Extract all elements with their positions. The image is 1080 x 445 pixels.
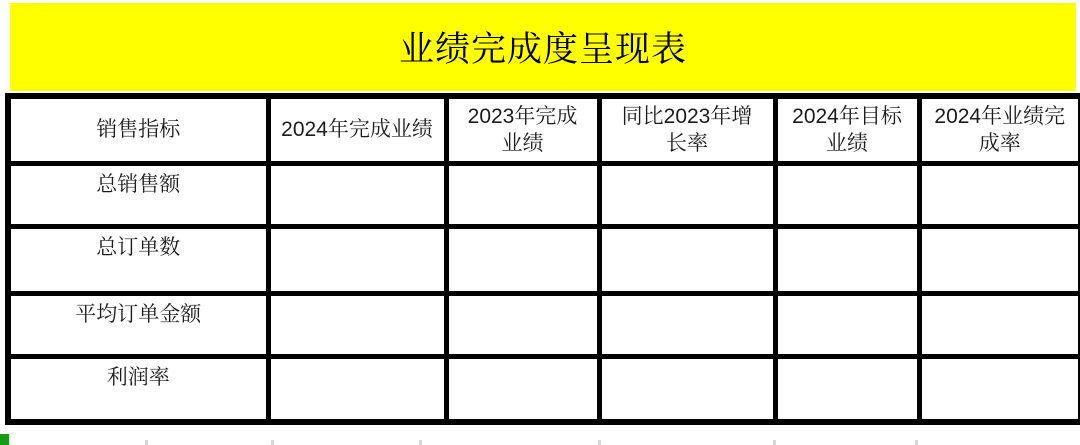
cell-r3c4[interactable] xyxy=(775,356,919,422)
cell-r0c2[interactable] xyxy=(446,163,599,226)
column-header-yoy-growth[interactable]: 同比2023年增长率 xyxy=(599,96,775,163)
cell-r0c1[interactable] xyxy=(268,163,446,226)
cell-r1c5[interactable] xyxy=(919,226,1080,293)
cell-r1c3[interactable] xyxy=(599,226,775,293)
cell-r1c4[interactable] xyxy=(775,226,919,293)
cell-r1c2[interactable] xyxy=(446,226,599,293)
row-label-profit-margin[interactable]: 利润率 xyxy=(8,356,268,422)
cell-r3c5[interactable] xyxy=(919,356,1080,422)
header-row xyxy=(8,96,1080,163)
cell-r3c1[interactable] xyxy=(268,356,446,422)
cell-r0c4[interactable] xyxy=(775,163,919,226)
title-banner xyxy=(10,3,1076,91)
page-title: 业绩完成度呈现表 xyxy=(398,30,687,69)
cell-r2c4[interactable] xyxy=(775,293,919,356)
cell-r1c1[interactable] xyxy=(268,226,446,293)
performance-table xyxy=(5,93,1080,425)
table-row-avg-order-amount xyxy=(8,293,1080,356)
gridline-tick xyxy=(598,440,601,445)
row-label-total-orders[interactable]: 总订单数 xyxy=(8,226,268,293)
cell-r2c3[interactable] xyxy=(599,293,775,356)
column-header-2024-target[interactable]: 2024年目标业绩 xyxy=(775,96,919,163)
gridline-tick xyxy=(915,440,918,445)
table-row-total-sales xyxy=(8,163,1080,226)
column-header-sales-metric[interactable]: 销售指标 xyxy=(8,96,268,163)
gridline-tick xyxy=(145,440,148,445)
selection-fill-handle[interactable] xyxy=(0,434,9,445)
row-label-total-sales[interactable]: 总销售额 xyxy=(8,163,268,226)
gridline-tick xyxy=(271,440,274,445)
cell-r3c2[interactable] xyxy=(446,356,599,422)
table-row-profit-margin xyxy=(8,356,1080,422)
column-header-2023-achieved[interactable]: 2023年完成业绩 xyxy=(446,96,599,163)
cell-r3c3[interactable] xyxy=(599,356,775,422)
cell-r0c5[interactable] xyxy=(919,163,1080,226)
cell-r2c2[interactable] xyxy=(446,293,599,356)
column-header-2024-completion-rate[interactable]: 2024年业绩完成率 xyxy=(919,96,1080,163)
column-header-2024-achieved[interactable]: 2024年完成业绩 xyxy=(268,96,446,163)
gridline-tick xyxy=(773,440,776,445)
cell-r0c3[interactable] xyxy=(599,163,775,226)
row-label-avg-order-amount[interactable]: 平均订单金额 xyxy=(8,293,268,356)
cell-r2c5[interactable] xyxy=(919,293,1080,356)
gridline-tick xyxy=(419,440,422,445)
cell-r2c1[interactable] xyxy=(268,293,446,356)
table-row-total-orders xyxy=(8,226,1080,293)
